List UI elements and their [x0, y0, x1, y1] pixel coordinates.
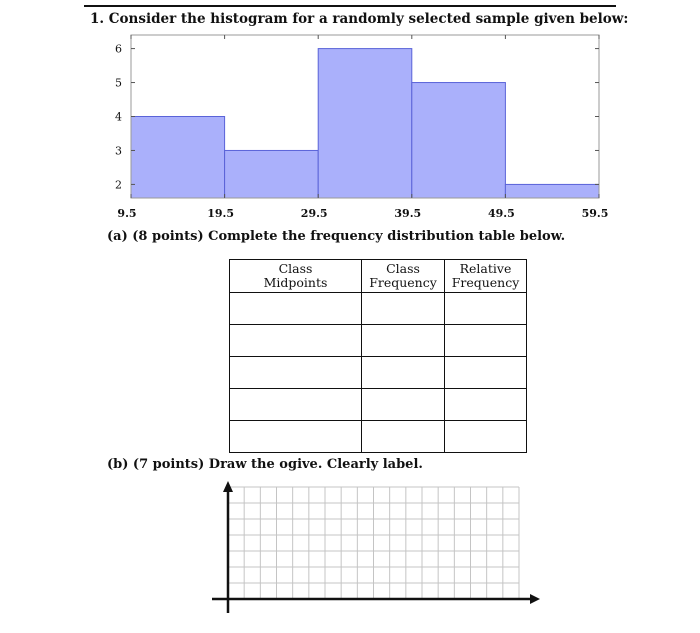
histogram-bar: [225, 150, 319, 198]
histogram-bar: [505, 184, 599, 198]
x-tick-label: 19.5: [207, 207, 234, 220]
frequency-table: [229, 259, 527, 453]
cell-relative-frequency[interactable]: [445, 293, 527, 325]
table-row: [230, 357, 527, 389]
header-relative-frequency: Relative Frequency: [445, 260, 527, 293]
table-row: [230, 389, 527, 421]
y-tick-label: 5: [115, 76, 122, 90]
histogram-bar: [318, 49, 412, 198]
header-class-midpoints: Class Midpoints: [230, 260, 362, 293]
arrowhead-right-icon: [530, 594, 540, 604]
cell-frequency[interactable]: [362, 389, 445, 421]
x-tick-label: 29.5: [300, 207, 328, 220]
x-tick-label: 39.5: [394, 207, 422, 220]
x-tick-label: 49.5: [488, 207, 515, 220]
cell-relative-frequency[interactable]: [445, 389, 527, 421]
cell-midpoint[interactable]: [230, 421, 362, 453]
x-tick-label: 59.5: [581, 207, 609, 220]
y-tick-label: 6: [115, 42, 122, 56]
cell-frequency[interactable]: [362, 421, 445, 453]
cell-midpoint[interactable]: [230, 293, 362, 325]
histogram-chart: [0, 0, 700, 225]
x-tick-label: 9.5: [117, 207, 137, 220]
table-header-row: [230, 260, 527, 293]
cell-frequency[interactable]: [362, 357, 445, 389]
header-class-frequency: Class Frequency: [362, 260, 445, 293]
cell-relative-frequency[interactable]: [445, 357, 527, 389]
cell-relative-frequency[interactable]: [445, 325, 527, 357]
cell-midpoint[interactable]: [230, 357, 362, 389]
histogram-bar: [412, 83, 506, 198]
table-row: [230, 325, 527, 357]
arrowhead-up-icon: [223, 481, 233, 492]
cell-relative-frequency[interactable]: [445, 421, 527, 453]
cell-midpoint[interactable]: [230, 325, 362, 357]
histogram-bar: [131, 117, 225, 199]
question-text: 1. Consider the histogram for a randomly selected sample given below:: [90, 11, 629, 27]
table-row: [230, 293, 527, 325]
part-a-prompt: (a) (8 points) Complete the frequency distribution table below.: [107, 229, 566, 244]
part-b-prompt: (b) (7 points) Draw the ogive. Clearly label.: [107, 457, 423, 472]
y-tick-label: 3: [115, 144, 122, 158]
cell-frequency[interactable]: [362, 325, 445, 357]
cell-frequency[interactable]: [362, 293, 445, 325]
y-tick-label: 4: [115, 110, 122, 124]
y-tick-label: 2: [115, 178, 122, 192]
table-row: [230, 421, 527, 453]
cell-midpoint[interactable]: [230, 389, 362, 421]
